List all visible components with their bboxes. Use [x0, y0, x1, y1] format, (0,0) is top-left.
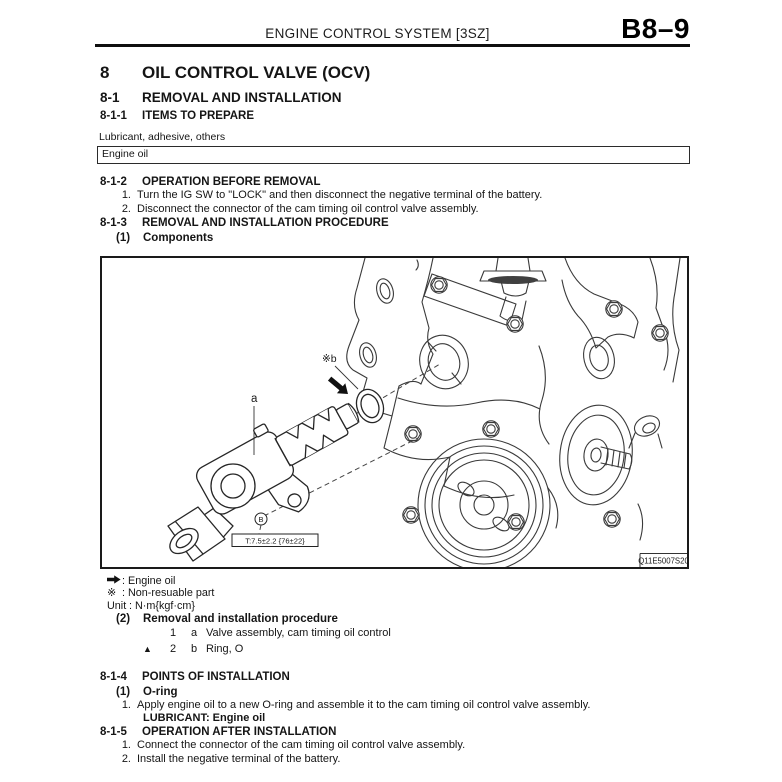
section-8-1-5-heading	[100, 726, 782, 740]
components-figure	[100, 256, 689, 569]
numbered-step	[100, 753, 782, 767]
section-number: 8-1-4	[100, 671, 127, 683]
legend-unit	[107, 600, 782, 613]
numbered-step	[100, 203, 782, 217]
prepare-table-caption: Lubricant, adhesive, others	[99, 130, 226, 143]
label-b: ※b	[322, 352, 337, 365]
section-8-1-4-heading	[100, 671, 782, 685]
step-number: 2.	[121, 752, 131, 765]
subsection-title: Components	[143, 231, 214, 244]
legend-non-reusable	[107, 587, 782, 600]
legend-text: : N·m{kgf·cm}	[129, 599, 195, 612]
part-key: b	[191, 642, 198, 655]
section-title: OPERATION AFTER INSTALLATION	[142, 725, 337, 738]
section-number: 8-1	[100, 90, 120, 105]
torque-spec-text: T:7.5±2.2 {76±22}	[245, 536, 305, 545]
subsection-title: O-ring	[143, 685, 178, 698]
subsection-number: (2)	[116, 613, 131, 625]
step-text: Turn the IG SW to "LOCK" and then disconnect the negative terminal of the battery.	[137, 189, 543, 201]
page-header	[95, 10, 690, 47]
section-8-1-heading	[100, 90, 782, 106]
part-number: 2	[170, 642, 177, 655]
section-title: POINTS OF INSTALLATION	[142, 671, 290, 683]
reference-mark-symbol: ※	[107, 587, 117, 599]
step-number: 1.	[121, 739, 131, 751]
figure-legend	[107, 575, 782, 613]
section-title: OIL CONTROL VALVE (OCV)	[142, 63, 371, 82]
header-title: ENGINE CONTROL SYSTEM [3SZ]	[265, 26, 490, 41]
parts-row	[143, 643, 782, 657]
legend-text: : Engine oil	[122, 574, 176, 587]
part-number: 1	[170, 627, 177, 639]
lubricant-note: LUBRICANT: Engine oil	[143, 712, 266, 724]
step-text: Disconnect the connector of the cam timing oil control valve assembly.	[137, 202, 479, 215]
step-text: Connect the connector of the cam timing oil control valve assembly.	[137, 739, 466, 751]
part-name: Ring, O	[206, 642, 244, 655]
figure-id: Q11E5007S20	[638, 556, 687, 565]
part-name: Valve assembly, cam timing oil control	[206, 627, 391, 639]
legend-unit-label: Unit	[107, 599, 127, 612]
section-8-heading	[100, 63, 782, 83]
section-number: 8-1-1	[100, 110, 127, 122]
new-part-marker	[143, 627, 170, 641]
numbered-step	[100, 699, 782, 713]
section-8-1-3-heading	[100, 217, 782, 231]
label-a: a	[251, 392, 258, 405]
subsection-title: Removal and installation procedure	[143, 613, 338, 625]
solid-arrow-icon	[107, 575, 122, 588]
section-8-1-2-heading	[100, 176, 782, 190]
section-title: OPERATION BEFORE REMOVAL	[142, 175, 321, 188]
step-number: 2.	[121, 202, 131, 215]
numbered-step	[100, 189, 782, 203]
section-title: REMOVAL AND INSTALLATION	[142, 90, 342, 105]
subsection-o-ring	[116, 686, 782, 699]
section-number: 8-1-5	[100, 725, 127, 738]
engine-block-drawing	[347, 258, 680, 567]
subsection-removal-procedure	[116, 613, 782, 626]
legend-text: : Non-resuable part	[122, 587, 215, 599]
section-number: 8	[100, 63, 110, 82]
section-number: 8-1-3	[100, 217, 127, 229]
page-number: B8–9	[621, 13, 690, 44]
prepare-table-cell: Engine oil	[97, 146, 690, 164]
step-number: 1.	[121, 189, 131, 201]
legend-engine-oil	[107, 575, 782, 588]
step-number: 1.	[121, 698, 131, 711]
section-number: 8-1-2	[100, 175, 127, 188]
subsection-components	[116, 232, 782, 245]
torque-leader	[259, 525, 261, 534]
oil-arrow-icon	[325, 373, 352, 398]
new-part-marker: ▲	[143, 643, 152, 654]
section-8-1-1-heading	[100, 110, 782, 124]
subsection-number: (1)	[116, 685, 131, 698]
section-title: REMOVAL AND INSTALLATION PROCEDURE	[142, 217, 389, 229]
step-text: Apply engine oil to a new O-ring and assemble it to the cam timing oil control valve assembly.	[137, 698, 591, 711]
part-key: a	[191, 627, 198, 639]
exploded-view-illustration	[102, 258, 687, 567]
numbered-step	[100, 739, 782, 753]
parts-row	[143, 627, 782, 641]
subsection-number: (1)	[116, 231, 131, 244]
bolt-ref-letter: B	[258, 514, 264, 524]
section-title: ITEMS TO PREPARE	[142, 110, 255, 122]
step-text: Install the negative terminal of the battery.	[137, 752, 341, 765]
